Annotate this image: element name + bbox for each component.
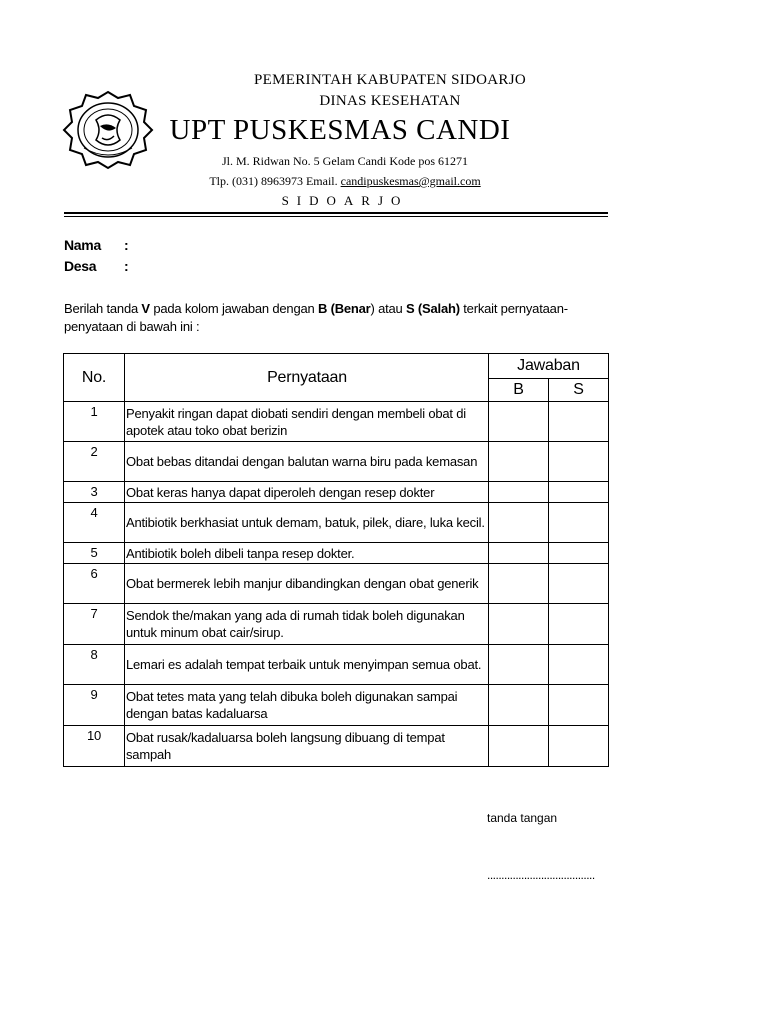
answer-b-cell[interactable]	[489, 645, 549, 685]
answer-s-cell[interactable]	[549, 402, 609, 442]
row-statement: Lemari es adalah tempat terbaik untuk menyimpan semua obat.	[125, 645, 489, 685]
row-statement: Sendok the/makan yang ada di rumah tidak boleh digunakan untuk minum obat cair/sirup.	[125, 604, 489, 645]
row-number: 10	[64, 726, 125, 767]
table-row	[64, 726, 609, 767]
table-row	[64, 604, 609, 645]
instr-text-3: ) atau	[370, 301, 407, 316]
header-answer: Jawaban	[489, 354, 609, 379]
answer-b-cell[interactable]	[489, 442, 549, 482]
phone: Tlp. (031) 8963973 Email.	[209, 174, 341, 188]
row-statement: Obat bermerek lebih manjur dibandingkan dengan obat generik	[125, 564, 489, 604]
table-row	[64, 402, 609, 442]
village-field[interactable]	[64, 258, 129, 274]
row-statement: Penyakit ringan dapat diobati sendiri dengan membeli obat di apotek atau toko obat berizin	[125, 402, 489, 442]
answer-s-cell[interactable]	[549, 543, 609, 564]
answer-b-cell[interactable]	[489, 604, 549, 645]
instructions	[64, 300, 584, 336]
answer-s-cell[interactable]	[549, 482, 609, 503]
answer-s-cell[interactable]	[549, 645, 609, 685]
village-colon: :	[124, 258, 129, 274]
name-colon: :	[124, 237, 129, 253]
answer-b-cell[interactable]	[489, 685, 549, 726]
header-no: No.	[64, 354, 125, 402]
header-s: S	[549, 379, 609, 402]
row-number: 6	[64, 564, 125, 604]
table-row	[64, 482, 609, 503]
row-statement: Antibiotik boleh dibeli tanpa resep dokter.	[125, 543, 489, 564]
instr-text-4: terkait pernyataan-penyataan di bawah ini :	[64, 301, 568, 334]
address: Jl. M. Ridwan No. 5 Gelam Candi Kode pos 61271	[222, 154, 468, 168]
answer-s-cell[interactable]	[549, 442, 609, 482]
answer-b-cell[interactable]	[489, 543, 549, 564]
answer-s-cell[interactable]	[549, 604, 609, 645]
row-number: 1	[64, 402, 125, 442]
city-name: SIDOARJO	[281, 193, 409, 208]
row-number: 4	[64, 503, 125, 543]
instr-text-1: Berilah tanda	[64, 301, 142, 316]
email-link[interactable]: candipuskesmas@gmail.com	[340, 174, 481, 188]
answer-b-cell[interactable]	[489, 482, 549, 503]
table-row	[64, 564, 609, 604]
organization-name: UPT PUSKESMAS CANDI	[169, 114, 511, 146]
row-statement: Obat tetes mata yang telah dibuka boleh digunakan sampai dengan batas kadaluarsa	[125, 685, 489, 726]
name-label: Nama	[64, 237, 101, 253]
row-statement: Antibiotik berkhasiat untuk demam, batuk, pilek, diare, luka kecil.	[125, 503, 489, 543]
questionnaire-table	[63, 353, 609, 767]
answer-s-cell[interactable]	[549, 503, 609, 543]
row-number: 5	[64, 543, 125, 564]
row-number: 7	[64, 604, 125, 645]
village-label: Desa	[64, 258, 97, 274]
table-row	[64, 685, 609, 726]
table-row	[64, 442, 609, 482]
answer-b-cell[interactable]	[489, 503, 549, 543]
header-divider-thick	[64, 212, 608, 214]
row-number: 2	[64, 442, 125, 482]
answer-s-cell[interactable]	[549, 726, 609, 767]
answer-s-cell[interactable]	[549, 685, 609, 726]
contact-line	[160, 174, 530, 189]
table-row	[64, 503, 609, 543]
signature-line[interactable]: ......................................	[487, 868, 595, 882]
instr-b-label: B (Benar	[317, 301, 371, 316]
instr-s-label: S (Salah)	[406, 301, 460, 316]
header-statement: Pernyataan	[125, 354, 489, 402]
name-field[interactable]	[64, 237, 129, 253]
row-statement: Obat bebas ditandai dengan balutan warna biru pada kemasan	[125, 442, 489, 482]
department-name: DINAS KESEHATAN	[319, 93, 461, 109]
header-b: B	[489, 379, 549, 402]
answer-b-cell[interactable]	[489, 402, 549, 442]
row-statement: Obat rusak/kadaluarsa boleh langsung dibuang di tempat sampah	[125, 726, 489, 767]
answer-s-cell[interactable]	[549, 564, 609, 604]
table-row	[64, 543, 609, 564]
instr-mark: V	[141, 301, 150, 316]
instr-text-2: pada kolom jawaban dengan	[149, 301, 318, 316]
table-row	[64, 645, 609, 685]
row-statement: Obat keras hanya dapat diperoleh dengan resep dokter	[125, 482, 489, 503]
answer-b-cell[interactable]	[489, 564, 549, 604]
header-divider-thin	[64, 216, 608, 217]
row-number: 3	[64, 482, 125, 503]
government-name: PEMERINTAH KABUPATEN SIDOARJO	[254, 72, 526, 88]
sidoarjo-emblem-icon	[62, 90, 154, 170]
row-number: 9	[64, 685, 125, 726]
letterhead	[0, 0, 768, 220]
row-number: 8	[64, 645, 125, 685]
signature-label: tanda tangan	[487, 811, 558, 825]
answer-b-cell[interactable]	[489, 726, 549, 767]
